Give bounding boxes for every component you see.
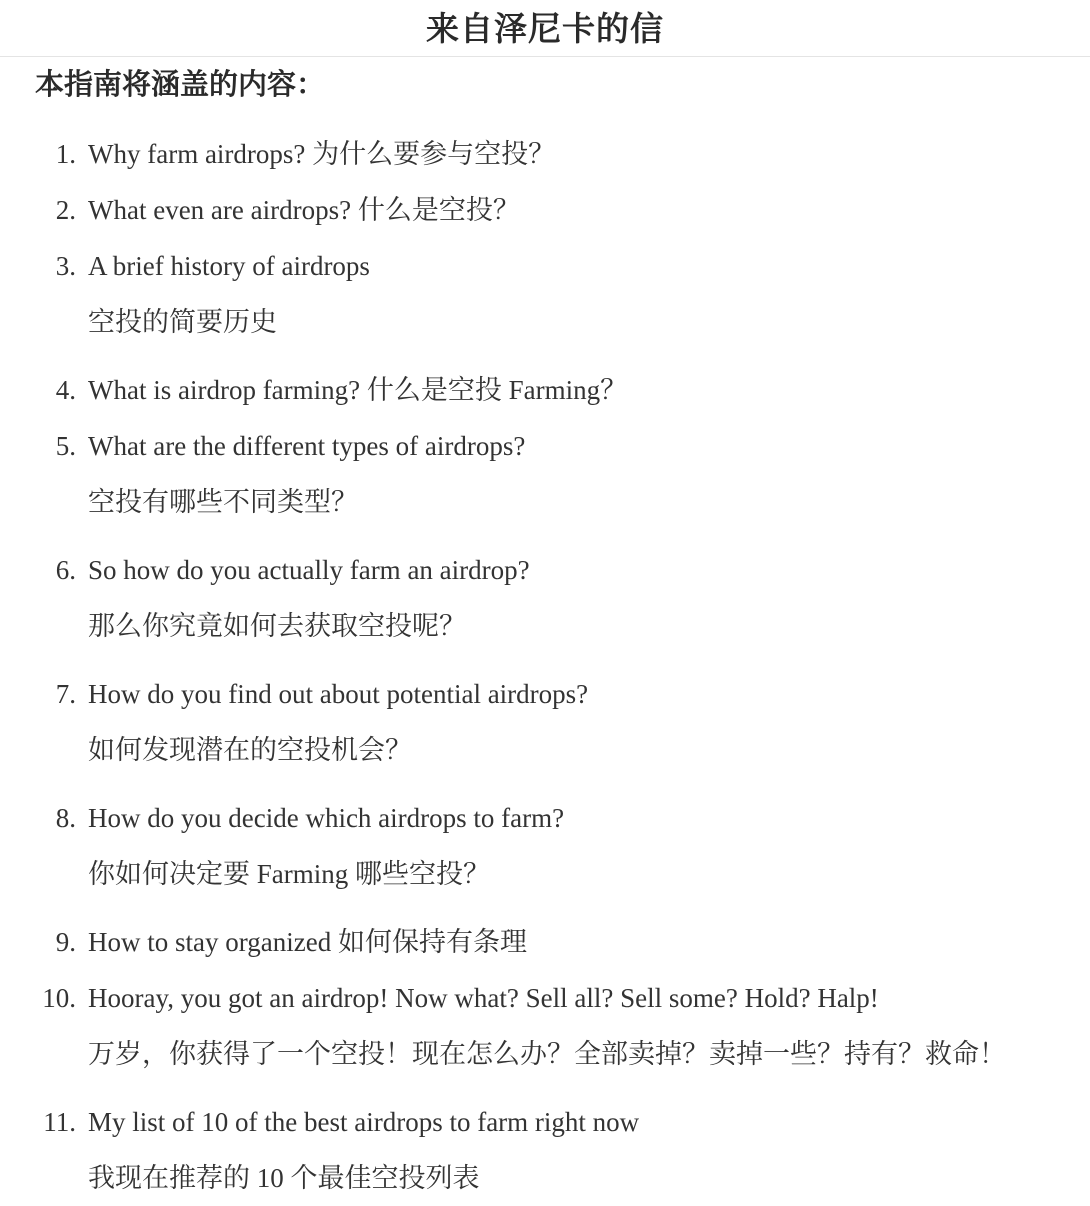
toc-item-8 <box>0 790 1090 902</box>
toc-subtitle: 如何发现潜在的空投机会？ <box>88 735 412 765</box>
toc-number: 5. <box>55 431 76 461</box>
toc-title: How to stay organized 如何保持有条理 <box>88 927 527 957</box>
toc-title: Why farm airdrops? 为什么要参与空投？ <box>88 139 556 169</box>
toc-number: 1. <box>55 139 76 169</box>
toc-number: 8. <box>55 803 76 833</box>
toc-number: 11. <box>43 1107 76 1137</box>
toc-number: 3. <box>55 251 76 281</box>
toc-title: How do you find out about potential airdrops? <box>88 679 589 709</box>
page-header <box>0 0 1090 57</box>
toc-subtitle: 那么你究竟如何去获取空投呢？ <box>88 611 466 641</box>
toc-number: 4. <box>55 375 76 405</box>
toc-item-7 <box>0 666 1090 778</box>
toc-subtitle: 空投的简要历史 <box>88 307 277 337</box>
toc-number: 6. <box>55 555 76 585</box>
toc-title: A brief history of airdrops <box>88 251 370 281</box>
toc-subtitle: 空投有哪些不同类型？ <box>88 487 358 517</box>
toc-item-6 <box>0 542 1090 654</box>
toc-number: 2. <box>55 195 76 225</box>
toc-item-10 <box>0 970 1090 1082</box>
toc-item-11 <box>0 1094 1090 1206</box>
toc-number: 7. <box>55 679 76 709</box>
toc-title: What even are airdrops? 什么是空投？ <box>88 195 520 225</box>
toc-title: My list of 10 of the best airdrops to farm right now <box>88 1107 640 1137</box>
section-heading: 本指南将涵盖的内容： <box>35 67 326 101</box>
toc-subtitle: 你如何决定要 Farming 哪些空投？ <box>88 859 490 889</box>
toc-item-5 <box>0 418 1090 530</box>
toc-subtitle: 万岁，你获得了一个空投！现在怎么办？全部卖掉？卖掉一些？持有？救命！ <box>88 1039 1006 1069</box>
toc-title: How do you decide which airdrops to farm? <box>88 803 565 833</box>
toc-item-1 <box>0 126 1090 182</box>
toc-title: So how do you actually farm an airdrop? <box>88 555 530 585</box>
toc-item-2 <box>0 182 1090 238</box>
toc-number: 10. <box>42 983 76 1013</box>
toc-item-4 <box>0 362 1090 418</box>
toc-title: What are the different types of airdrops? <box>88 431 526 461</box>
toc-title: What is airdrop farming? 什么是空投 Farming？ <box>88 375 628 405</box>
page-title: 来自泽尼卡的信 <box>426 9 664 48</box>
toc-item-9 <box>0 914 1090 970</box>
toc-list <box>0 126 1090 1206</box>
toc-number: 9. <box>55 927 76 957</box>
toc-subtitle: 我现在推荐的 10 个最佳空投列表 <box>88 1163 480 1193</box>
toc-item-3 <box>0 238 1090 350</box>
toc-title: Hooray, you got an airdrop! Now what? Sell all? Sell some? Hold? Halp! <box>88 983 879 1013</box>
